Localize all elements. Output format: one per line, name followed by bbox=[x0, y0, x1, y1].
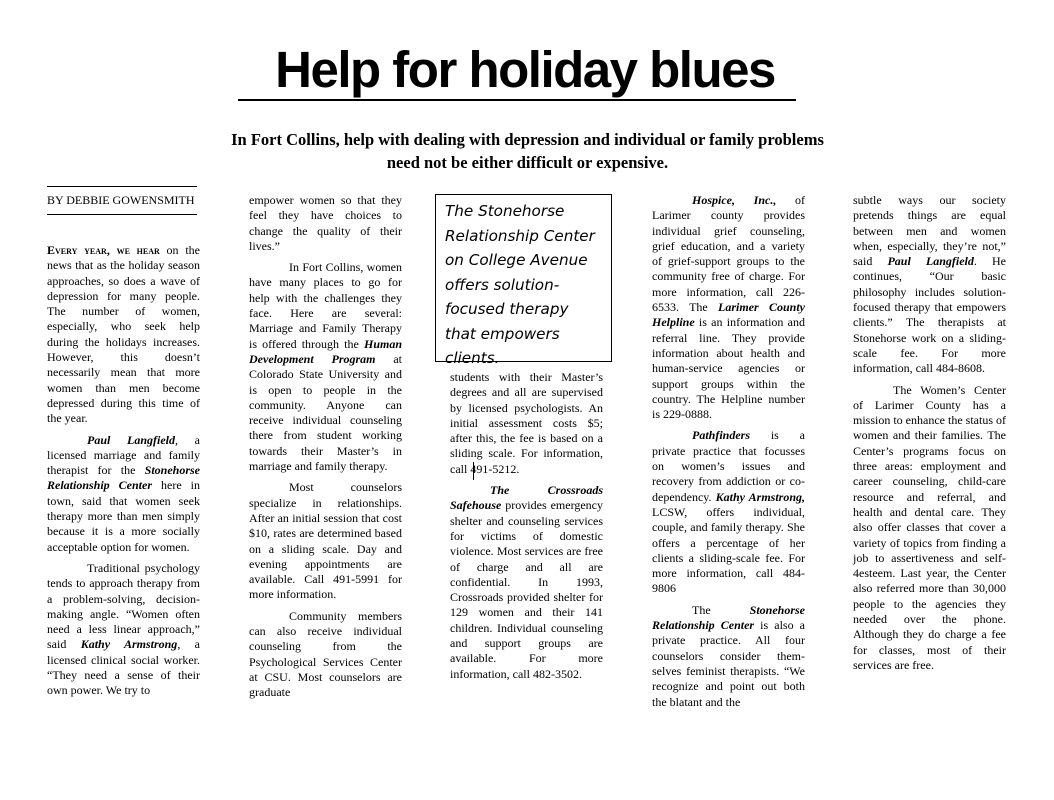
text: subtle ways our society pretends things are equal between men and women when, especially, they’re not,” said bbox=[853, 193, 1006, 269]
text: on the news that as the holiday season approaches, so does a wave of depression for many people. The number of women, especially, who seek help during the holidays increases. However, this doesn’t necessarily mean that more women than men become depressed during this time of the year. bbox=[47, 243, 200, 426]
paragraph bbox=[853, 193, 1006, 377]
paragraph: students with their Master’s degrees and all are supervised by licensed psychologists. An initial assessment costs $5; after this, the fee is based on a sliding scale. For information, call 491-5212. bbox=[450, 370, 603, 476]
paragraph bbox=[652, 193, 805, 422]
article-column-3 bbox=[450, 370, 603, 688]
lead-in: Every year, we hear bbox=[47, 243, 160, 257]
text: is a private practice that focusses on women’s issues and recovery from addiction or co-dependency. bbox=[652, 428, 805, 504]
paragraph bbox=[450, 483, 603, 682]
pull-quote-box: The Stonehorse Relationship Center on College Avenue offers solution-focused therapy that empowers clients. bbox=[435, 194, 612, 362]
subheadline: In Fort Collins, help with dealing with depression and individual or family problems need not be either difficult or expensive. bbox=[231, 130, 824, 172]
article-column-2 bbox=[249, 193, 402, 707]
organization-name: Pathfinders bbox=[692, 428, 751, 443]
text: of Larimer county provides individual grief counseling, grief education, and a variety of grief-support groups to the community free of charge. For more information, call 226-6533. The bbox=[652, 193, 805, 315]
text: The bbox=[692, 602, 750, 617]
paragraph bbox=[47, 243, 200, 427]
text: . He continues, “Our basic philosophy includes solution-focused therapy that empowers clients.” The therapists at Stonehorse work on a sliding-scale fee. For more information, call 484-8608. bbox=[853, 254, 1006, 376]
article-column-4 bbox=[652, 193, 805, 716]
paragraph bbox=[47, 433, 200, 555]
organization-name: The Crossroads Safehouse bbox=[450, 483, 603, 513]
person-name: Paul Langfield bbox=[887, 254, 974, 269]
text: is an information and referral line. They provide information about health and human-service agencies or support groups within the country. The Helpline number is 229-0888. bbox=[652, 315, 805, 422]
paragraph bbox=[652, 428, 805, 596]
person-name: Kathy Armstrong, bbox=[715, 489, 805, 504]
paragraph: Community members can also receive individual counseling from the Psychological Services Center at CSU. Most counselors are graduate bbox=[249, 608, 402, 700]
organization-name: Hospice, Inc., bbox=[692, 193, 777, 207]
paragraph bbox=[652, 603, 805, 710]
text-cursor bbox=[473, 462, 475, 480]
paragraph bbox=[249, 260, 402, 474]
person-name: Kathy Armstrong bbox=[80, 637, 178, 652]
paragraph: The Women’s Center of Larimer County has a mission to enhance the status of women and their families. The Center’s programs focus on three areas: employment and career counseling, child-care resource and referral, and health and dental care. They also offer classes that cover a variety of topics from finding a job to assertiveness and self-4esteem. Last year, the Center also referred more than 30,000 people to the agencies they needed over the phone. Although they do charge a fee for classes, most of their services are free. bbox=[853, 382, 1006, 672]
organization-name: Larimer County Helpline bbox=[652, 300, 805, 330]
text: provides emergency shelter and counseling services for victims of domestic violence. Most services are free of charge and all are confidential. In 1993, Crossroads provided shelter for 129 women and their 141 children. Individual counseling and support groups are available. For more information, call 482-3502. bbox=[450, 498, 603, 681]
byline-bottom-rule bbox=[47, 214, 197, 215]
headline-underline bbox=[238, 99, 796, 101]
paragraph: empower women so that they feel they have choices to change the quality of their lives.” bbox=[249, 193, 402, 253]
text: at Colorado State University and is open to people in the community. Anyone can receive individual counseling there from student working towards their Master’s in marriage and family therapy. bbox=[249, 351, 402, 474]
person-name: Paul Langfield bbox=[87, 432, 175, 447]
headline: Help for holiday blues bbox=[275, 41, 775, 98]
byline-top-rule bbox=[47, 186, 197, 187]
text: Traditional psychology tends to approach therapy from a problem-solving, decision-making angle. “Women often need a less linear approach,” said bbox=[47, 560, 200, 652]
organization-name: Stonehorse Relationship Center bbox=[652, 602, 805, 633]
text: here in town, said that women seek therapy more than men simply because it is a more socially acceptable option for women. bbox=[47, 478, 200, 554]
paragraph bbox=[47, 561, 200, 699]
byline: BY DEBBIE GOWENSMITH bbox=[47, 193, 195, 207]
organization-name: Stonehorse Relationship Center bbox=[47, 463, 200, 493]
text: LCSW, offers individual, couple, and family therapy. She offers a percentage of her clients a sliding-scale fee. For more information, call 484-9806 bbox=[652, 504, 805, 596]
article-column-5 bbox=[853, 193, 1006, 679]
text: is also a private practice. All four counselors consider them-selves feminist therapists. “We recognize and point out both the blatant and the bbox=[652, 618, 805, 709]
text: , a licensed clinical social worker. “They need a sense of their own power. We try to bbox=[47, 637, 200, 698]
text: In Fort Collins, women have many places to go for help with the challenges they face. Here are several: Marriage and Family Therapy is offered through the bbox=[249, 260, 402, 351]
paragraph: Most counselors specialize in relationships. After an initial session that cost $10, rates are determined based on a sliding scale. Day and evening appointments are available. Call 491-5991 for more information. bbox=[249, 480, 402, 602]
text: , a licensed marriage and family therapist for the bbox=[47, 432, 200, 478]
organization-name: Human Development Program bbox=[249, 336, 402, 366]
article-column-1 bbox=[47, 243, 200, 705]
